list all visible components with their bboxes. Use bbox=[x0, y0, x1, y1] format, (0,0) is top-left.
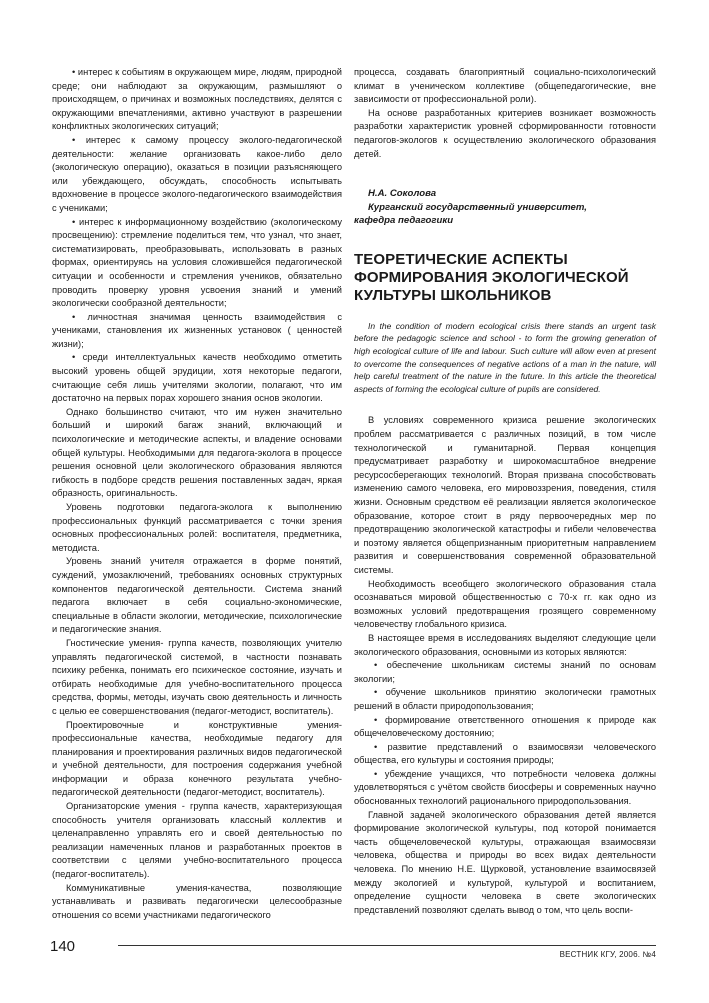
left-bullet-2: • интерес к самому процессу эколого-педагогической деятельности: желание организовать какое-либо дело (экологическую операцию), оказаться в позиции разъясняющего или убеждающего, обсуждать, способность испытывать вдохновение в процессе эколого-педагогического взаимодействия с учениками; bbox=[52, 134, 342, 213]
right-bullet-2: • обучение школьников принятию экологически грамотных решений в области природопользования; bbox=[354, 687, 656, 711]
spacer bbox=[354, 161, 656, 174]
left-bullet-5: • среди интеллектуальных качеств необходимо отметить высокий уровень общей эрудиции, хотя некоторые педагоги, считающие себя лишь учителями экологии, полагают, что им достаточно на первых порах хорошего знания основ экологии. bbox=[52, 352, 342, 404]
footer-divider bbox=[118, 945, 656, 946]
left-bullet-4: • личностная значимая ценность взаимодействия с учениками, становления их жизненных установок ( ценностей жизни); bbox=[52, 311, 342, 349]
left-paragraph-7: Коммуникативные умения-качества, позволяющие устанавливать и развивать педагогически целесообразные отношения со всеми участниками педагогического bbox=[52, 882, 342, 920]
right-paragraph-1: В условиях современного кризиса решение экологических проблем рассматривается с различных позиций, в том числе технологической и гуманитарной. Первая концепция предусматривает разработку и широкомасштабное внедрение ресурсосберегающих технологий. Вторая призвана способствовать изменению самого человека, его мировоззрения, поведения, стиля жизни. Основным средством её реализации является экологическое образование, которое стоит в ряду первоочередных мер по предотвращению экологической катастрофы и гибели человечества и поэтому является общепризнанным приоритетным направлением развития и совершенствования современной образовательной системы. bbox=[354, 415, 656, 575]
article-title: ТЕОРЕТИЧЕСКИЕ АСПЕКТЫ ФОРМИРОВАНИЯ ЭКОЛОГИЧЕСКОЙ КУЛЬТУРЫ ШКОЛЬНИКОВ bbox=[354, 250, 629, 305]
journal-name: ВЕСТНИК КГУ, 2006. №4 bbox=[559, 950, 656, 959]
right-paragraph-4: Главной задачей экологического образования детей является формирование экологической культуры, под которой понимается часть общечеловеческой культуры, отражающая взаимосвязи человека, общества и природы во всех видах деятельности человека. По мнению Н.Е. Щурковой, установление взаимосвязей между экологией и культурой, культурой и воспитанием, определение сущности человека в свете экологических представлений позволяют сделать вывод о том, что цель воспи- bbox=[354, 809, 656, 915]
right-bullet-5: • убеждение учащихся, что потребности человека должны удовлетворяться с учётом свойств биосферы и современных научно обоснованных технологий рационального природопользования. bbox=[354, 768, 656, 807]
right-paragraph-3: В настоящее время в исследованиях выделяют следующие цели экологического образования, основными из которых являются: bbox=[354, 632, 656, 657]
page-number: 140 bbox=[50, 938, 76, 955]
article-affiliation: Курганский государственный университет, кафедра педагогики bbox=[354, 201, 587, 227]
left-column bbox=[52, 66, 342, 922]
left-bullet-3: • интерес к информационному воздействию (экологическому просвещению): стремление поделиться тем, что узнал, что знает, систематизировать, преобразовывать, использовать в разных формах, ориентируясь на условия сложившейся педагогической ситуации и особенности и стремления учеников, обязательно проводить проверку уровня усвоения знаний и умений экологически сообразной деятельности; bbox=[52, 216, 342, 309]
article-abstract: In the condition of modern ecological crisis there stands an urgent task before the pedagogic science and school - to form the growing generation of high ecological culture of life and labour. Such culture will allow even at present to overcome the consequences of negative actions of a man in the nature, will help careful treatment of the nature in the future. In this article the theoretical aspects of forming the ecological culture of pupils are considered. bbox=[354, 320, 656, 394]
left-paragraph-3: Уровень знаний учителя отражается в форме понятий, суждений, умозаключений, требованиях основных структурных компонентов педагогической деятельности. Система знаний педагога включает в себя социально-экономические, специальные в области экологии, методические, психологические и педагогические знания. bbox=[52, 556, 342, 635]
left-bullet-1: • интерес к событиям в окружающем мире, людям, природной среде; они наблюдают за окружающим, размышляют о происходящем, о причинах и возможных последствиях, делятся с окружающими впечатлениями, активно участвуют в разрешении конфликтных экологических ситуаций; bbox=[52, 67, 342, 132]
spacer bbox=[354, 395, 656, 408]
right-bullet-4: • развитие представлений о взаимосвязи человеческого общества, его культуры и состояния природы; bbox=[354, 741, 656, 766]
right-bullet-1: • обеспечение школьникам системы знаний по основам экологии; bbox=[354, 660, 656, 684]
right-next-paragraph: На основе разработанных критериев возникает возможность разработки характеристик уровней сформированности готовности педагогов-экологов к осуществлению экологического образования детей. bbox=[354, 107, 656, 159]
left-paragraph-5: Проектировочные и конструктивные умения- профессиональные качества, необходимые педагогу для планирования и проектирования различных видов педагогической и учебной деятельности, для построения содержания учебной информации и образа конечного результата учебно-педагогической деятельности (педагог-методист, воспитатель). bbox=[52, 719, 342, 798]
left-paragraph-1: Однако большинство считают, что им нужен значительно больший и широкий багаж знаний, включающий и психологические и методические аспекты, и владение основами общей культуры. Необходимыми для педагога-эколога в процессе решения основной цели экологического образования являются гибкость в подборе средств решения поставленных задач, яркая образность, оригинальность. bbox=[52, 406, 342, 499]
right-column bbox=[354, 66, 656, 917]
right-continuation: процесса, создавать благоприятный социально-психологический климат в ученическом коллективе (общепедагогические, вне зависимости от профессиональной роли). bbox=[354, 67, 656, 105]
spacer bbox=[354, 174, 656, 187]
left-paragraph-6: Организаторские умения - группа качеств, характеризующая способность учителя организовать классный коллектив и целенаправленно управлять его и своей деятельностью по реализации намеченных планов и разработанных проектов в соответствии с целями учебно-воспитательного процесса (педагог-воспитатель). bbox=[52, 801, 342, 880]
left-paragraph-4: Гностические умения- группа качеств, позволяющих учителю управлять педагогической системой, в частности познавать психику ребенка, понимать его психическое состояние, изучать и отбирать необходимые для учебно-воспитательного процесса средства, формы, методы, изучать свою деятельность и личность с целью ее совершенствования (педагог-методист, воспитатель). bbox=[52, 637, 342, 716]
article-author: Н.А. Соколова bbox=[368, 188, 437, 200]
left-paragraph-2: Уровень подготовки педагога-эколога к выполнению профессиональных функций рассматривается с точки зрения основных профессиональных ролей: воспитателя, предметника, методиста. bbox=[52, 502, 342, 553]
right-bullet-3: • формирование ответственного отношения к природе как общечеловеческому достоянию; bbox=[354, 714, 656, 739]
right-paragraph-2: Необходимость всеобщего экологического образования стала осознаваться мировой общественностью с 70-х гг. как одно из возможных условий предотвращения грозящего современному человечеству глобального кризиса. bbox=[354, 578, 656, 630]
